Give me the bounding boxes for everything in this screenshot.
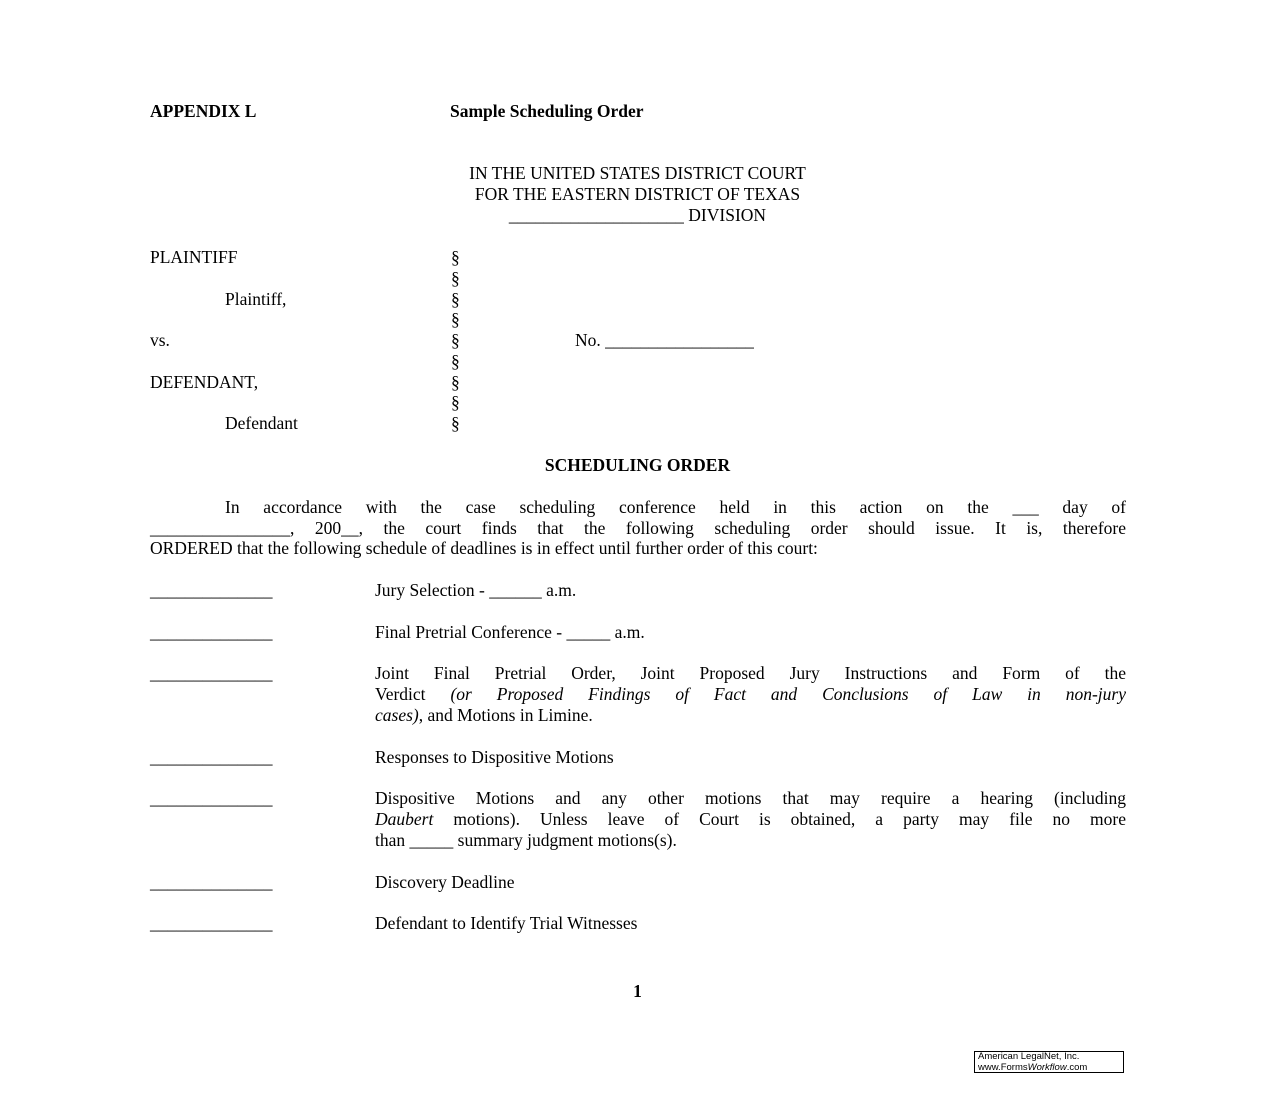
deadline-line-italic: cases) (375, 705, 419, 725)
court-district: FOR THE EASTERN DISTRICT OF TEXAS (474, 184, 801, 204)
deadline-line-text: Verdict (375, 684, 451, 704)
plaintiff-role: Plaintiff, (225, 289, 287, 309)
section-symbol: § (451, 247, 460, 267)
deadline-line: than _____ summary judgment motions(s). (375, 830, 677, 850)
section-symbol: § (451, 309, 460, 329)
publisher-url-suffix: .com (1066, 1061, 1088, 1073)
deadline-line-text: , and Motions in Limine. (418, 705, 593, 725)
deadline-line-text: motions). Unless leave of Court is obtained, a party may file no more (433, 809, 1126, 829)
deadline-line (375, 684, 1126, 705)
deadline-discovery: Discovery Deadline (375, 872, 515, 892)
deadline-responses-dispositive: Responses to Dispositive Motions (375, 747, 614, 767)
defendant-role: Defendant (225, 413, 298, 433)
deadline-date-blank: ______________ (150, 747, 273, 767)
deadline-date-blank: ______________ (150, 622, 273, 642)
intro-line-2: ________________, 200__, the court finds that the following scheduling order should issue. It is, therefore (150, 517, 1126, 538)
deadline-line: Dispositive Motions and any other motions that may require a hearing (including (375, 788, 1126, 808)
section-symbol: § (451, 413, 460, 433)
section-symbol: § (451, 351, 460, 371)
order-title: SCHEDULING ORDER (544, 455, 731, 475)
deadline-line-italic: (or Proposed Findings of Fact and Conclusions of Law in non-jury (450, 684, 1126, 704)
intro-line-1: In accordance with the case scheduling conference held in this action on the ___ day of (225, 497, 1126, 517)
deadline-defendant-witnesses: Defendant to Identify Trial Witnesses (375, 913, 638, 933)
publisher-url-prefix: www.Forms (978, 1061, 1028, 1073)
section-symbol: § (451, 392, 460, 412)
section-symbol: § (451, 289, 460, 309)
intro-paragraph (150, 497, 1126, 559)
document-title: Sample Scheduling Order (450, 101, 644, 121)
deadline-date-blank: ______________ (150, 663, 273, 683)
section-symbol: § (451, 372, 460, 392)
case-number: No. _________________ (575, 330, 754, 350)
deadline-line (375, 705, 1126, 726)
deadline-joint-final-pretrial-order (375, 663, 1126, 726)
defendant-name: DEFENDANT, (150, 372, 259, 392)
deadline-jury-selection: Jury Selection - ______ a.m. (375, 580, 577, 600)
deadline-dispositive-motions (375, 788, 1126, 851)
appendix-label: APPENDIX L (150, 101, 257, 121)
court-division: ____________________ DIVISION (508, 205, 767, 225)
plaintiff-name: PLAINTIFF (150, 247, 238, 267)
section-symbol: § (451, 330, 460, 350)
deadline-date-blank: ______________ (150, 580, 273, 600)
deadline-line-italic: Daubert (375, 809, 434, 829)
publisher-url-italic: Workflow (1027, 1061, 1067, 1073)
deadline-date-blank: ______________ (150, 872, 273, 892)
deadline-date-blank: ______________ (150, 788, 273, 808)
publisher-footer (974, 1051, 1124, 1073)
page-number: 1 (633, 981, 642, 1001)
publisher-url (978, 1063, 1123, 1074)
intro-line-3: ORDERED that the following schedule of deadlines is in effect until further order of this court: (150, 538, 818, 558)
publisher-name: American LegalNet, Inc. (978, 1051, 1080, 1062)
section-symbol: § (451, 268, 460, 288)
deadline-final-pretrial-conference: Final Pretrial Conference - _____ a.m. (375, 622, 645, 642)
deadline-date-blank: ______________ (150, 913, 273, 933)
deadline-line: Joint Final Pretrial Order, Joint Proposed Jury Instructions and Form of the (375, 663, 1126, 683)
deadline-line (375, 809, 1126, 830)
versus-label: vs. (150, 330, 170, 350)
court-name: IN THE UNITED STATES DISTRICT COURT (469, 163, 806, 183)
